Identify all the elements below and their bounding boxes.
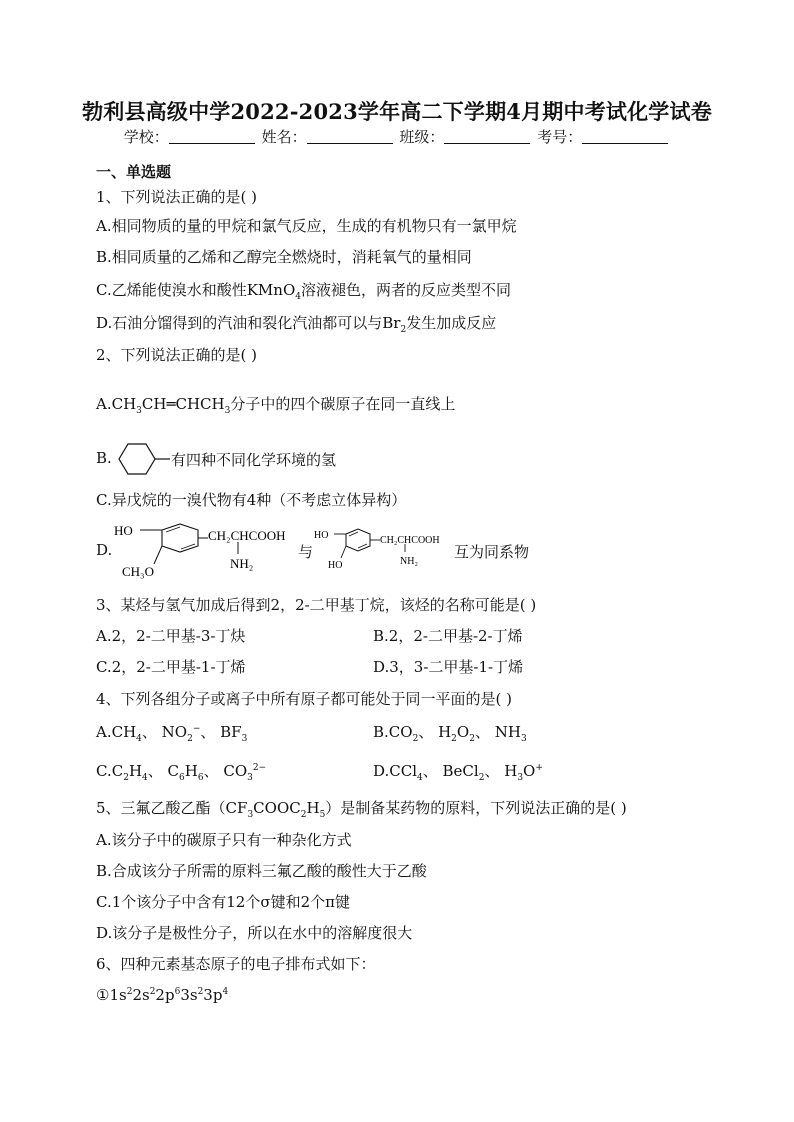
och3-label: CH₃O	[122, 564, 154, 579]
q5-option-d: D.该分子是极性分子，所以在水中的溶解度很大	[96, 924, 413, 942]
q2-option-b-label: B.	[96, 449, 112, 467]
q2-option-d-and: 与	[298, 543, 314, 561]
q2-option-a: $A.CH_3CH═CHCH_3$分子中的四个碳原子在同一直线上	[96, 395, 456, 416]
q4-option-a: $A.CH_4$、 $NO_2^-$、 $BF_3$	[96, 723, 248, 744]
q2-option-d-text: 互为同系物	[454, 543, 530, 561]
side-chain-label: CH₂CHCOOH	[208, 528, 286, 543]
name-label: 姓名：	[261, 128, 307, 146]
nh2-label-2: NH₂	[400, 556, 418, 567]
cyclohexane-structure	[110, 440, 172, 478]
q4-option-c: $C.C_2H_4$、 $C_6H_6$、 $CO_3^{2-}$	[96, 762, 267, 783]
school-blank[interactable]	[169, 129, 255, 144]
name-blank[interactable]	[307, 129, 393, 144]
q5-stem: 5、三氟乙酸乙酯$(CF_3COOC_2H_5)$是制备某药物的原料，下列说法正确的是( )	[96, 799, 627, 820]
q1-option-c: C.乙烯能使溴水和酸性KMnO$_4$溶液褪色，两者的反应类型不同	[96, 281, 511, 302]
q6-config-1: $①1s^22s^22p^63s^23p^4$	[96, 986, 229, 1004]
q1-option-a: A.相同物质的量的甲烷和氯气反应，生成的有机物只有一氯甲烷	[96, 217, 517, 235]
q1-option-d: D.石油分馏得到的汽油和裂化汽油都可以与$Br_2$发生加成反应	[96, 314, 497, 335]
q1-stem: 1、下列说法正确的是( )	[96, 188, 258, 206]
q2-option-b-text: 有四种不同化学环境的氢	[171, 451, 337, 469]
methoxy-tyrosine-structure	[112, 518, 302, 580]
q3-option-b: B.2，2-二甲基-2-丁烯	[373, 627, 523, 645]
q4-option-d: D.CCl$_4$、 BeCl$_2$、 $H_3O^+$	[373, 762, 543, 783]
ho-label-1: HO	[314, 530, 329, 541]
school-label: 学校：	[123, 128, 169, 146]
q5-option-b: B.合成该分子所需的原料三氟乙酸的酸性大于乙酸	[96, 862, 427, 880]
q4-option-b: $B.CO_2$、 $H_2O_2$、 $NH_3$	[373, 723, 527, 744]
page-title: 勃利县高级中学2022-2023学年高二下学期4月期中考试化学试卷	[82, 99, 712, 124]
side-chain-label-2: CH₂CHCOOH	[380, 535, 440, 546]
q2-stem: 2、下列说法正确的是( )	[96, 346, 258, 364]
q5-option-c: C.1个该分子中含有12个σ键和2个π键	[96, 893, 350, 911]
q3-option-c: C.2，2-二甲基-1-丁烯	[96, 658, 246, 676]
class-label: 班级：	[399, 128, 445, 146]
class-blank[interactable]	[444, 129, 530, 144]
q4-stem: 4、下列各组分子或离子中所有原子都可能处于同一平面的是( )	[96, 690, 513, 708]
q6-stem: 6、四种元素基态原子的电子排布式如下：	[96, 955, 376, 973]
section-title: 一、单选题	[96, 163, 172, 181]
ho-label: HO	[114, 523, 133, 538]
q3-option-a: A.2，2-二甲基-3-丁炔	[96, 627, 246, 645]
q1-option-b: B.相同质量的乙烯和乙醇完全燃烧时，消耗氧气的量相同	[96, 248, 472, 266]
q3-stem: 3、某烃与氢气加成后得到2，2-二甲基丁烷，该烃的名称可能是( )	[96, 596, 537, 614]
ho-label-2: HO	[328, 560, 343, 571]
q2-option-d-label: D.	[96, 541, 113, 559]
student-info-line	[0, 126, 794, 147]
exam-no-label: 考号：	[537, 128, 583, 146]
q3-option-d: D.3，3-二甲基-1-丁烯	[373, 658, 524, 676]
nh2-label: NH₂	[230, 556, 254, 571]
q5-option-a: A.该分子中的碳原子只有一种杂化方式	[96, 831, 352, 849]
exam-no-blank[interactable]	[582, 129, 668, 144]
q2-option-c: C.异戊烷的一溴代物有4种（不考虑立体异构）	[96, 491, 407, 509]
